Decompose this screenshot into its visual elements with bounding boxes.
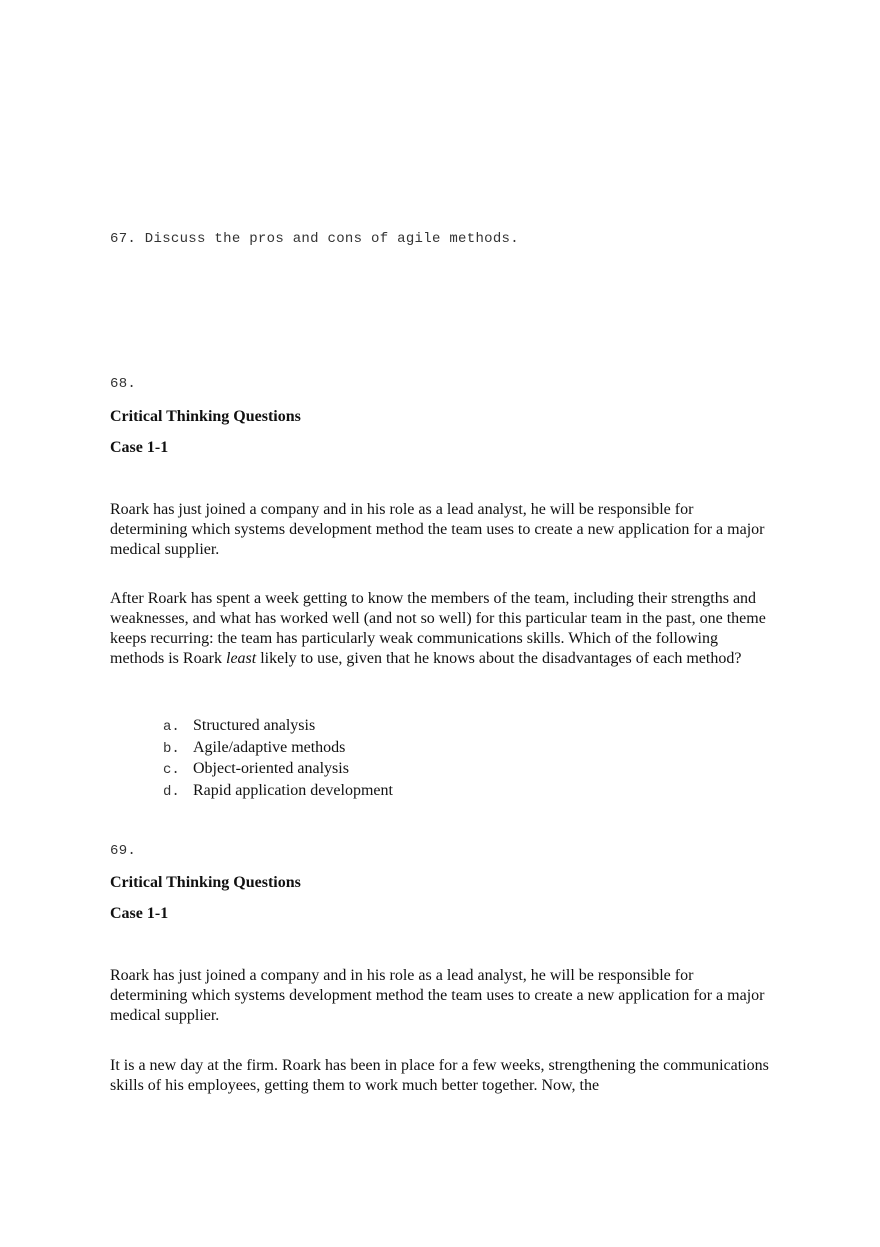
question-68-case-heading: Case 1-1 [110, 439, 169, 456]
question-68-body-end: likely to use, given that he knows about the disadvantages of each method? [256, 650, 742, 667]
option-c-text: Object-oriented analysis [193, 760, 349, 777]
question-68-number: 68. [110, 376, 137, 392]
question-69-body: It is a new day at the firm. Roark has been in place for a few weeks, strengthening the communications skills of his employees, getting them to work much better together. Now, the [110, 1057, 769, 1094]
question-69-intro: Roark has just joined a company and in his role as a lead analyst, he will be responsible for determining which systems development method the team uses to create a new application for a major medical supplier. [110, 967, 765, 1024]
option-a-letter: a. [163, 719, 180, 735]
question-68-body-emphasis: least [226, 650, 257, 667]
option-d-text: Rapid application development [193, 781, 393, 799]
question-67-text: 67. Discuss the pros and cons of agile methods. [110, 231, 519, 247]
option-a [163, 716, 393, 738]
question-69-case-heading: Case 1-1 [110, 905, 169, 922]
question-69-number: 69. [110, 843, 137, 859]
question-68-body [110, 589, 770, 669]
option-b-text: Agile/adaptive methods [193, 738, 346, 756]
option-c [163, 759, 393, 781]
question-68-section-heading: Critical Thinking Questions [110, 408, 301, 425]
option-b-letter: b. [163, 740, 180, 757]
question-68-intro: Roark has just joined a company and in his role as a lead analyst, he will be responsible for determining which systems development method the team uses to create a new application for a major medical supplier. [110, 501, 765, 558]
option-a-text: Structured analysis [193, 717, 316, 734]
option-c-letter: c. [163, 762, 180, 778]
question-68-body-start: After Roark has spent a week getting to know the members of the team, including their strengths and weaknesses, and what has worked well (and not so well) for this particular team in the past, one theme keeps recurring: the team has particularly weak communications skills. Which of the following methods is Roark [110, 590, 766, 667]
option-d-letter: d. [163, 783, 180, 800]
option-d [163, 781, 393, 803]
question-69-section-heading: Critical Thinking Questions [110, 874, 301, 891]
option-b [163, 738, 393, 760]
question-68-options [163, 716, 393, 802]
